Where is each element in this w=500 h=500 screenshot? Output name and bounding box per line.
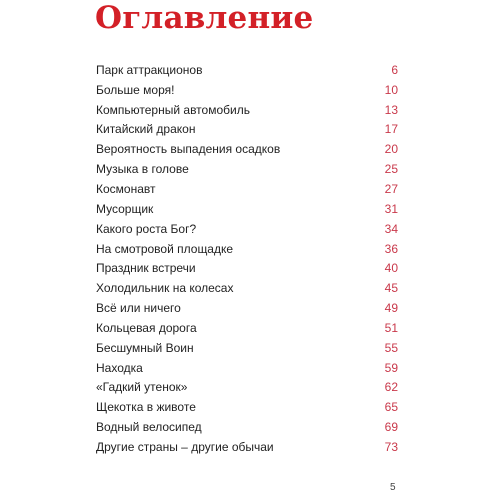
toc-entry-page: 40 [384,261,398,276]
toc-entry-page: 65 [384,400,398,415]
toc-entry-page: 6 [391,62,398,77]
toc-entry [96,219,398,239]
toc-entry [96,318,398,338]
toc-entry [96,338,398,358]
toc-entry [96,199,398,219]
page-title: Оглавление [95,0,314,36]
toc-entry [96,139,398,159]
toc-entry-page: 59 [384,360,398,375]
toc-entry-page: 20 [384,142,398,157]
toc-entry [96,80,398,100]
toc-entry-title: Китайский дракон [96,122,196,137]
toc-entry-page: 13 [384,102,398,117]
toc-entry-title: Бесшумный Воин [96,340,194,355]
toc-entry-page: 62 [384,380,398,395]
toc-entry-title: Другие страны – другие обычаи [96,439,274,454]
toc-entry-title: Какого роста Бог? [96,221,197,236]
toc-entry-page: 69 [384,420,398,435]
toc-entry [96,239,398,259]
toc-entry-title: Всё или ничего [96,301,181,316]
toc-entry-title: Кольцевая дорога [96,320,197,335]
toc-entry-page: 55 [384,340,398,355]
toc-entry-page: 10 [384,82,398,97]
toc-entry-title: Космонавт [96,181,156,196]
toc-entry [96,60,398,80]
toc-entry [96,378,398,398]
toc-entry-title: Находка [96,360,143,375]
toc-entry-page: 36 [384,241,398,256]
toc-entry-title: Холодильник на колесах [96,281,234,296]
toc-entry [96,120,398,140]
toc-entry-title: Больше моря! [96,82,175,97]
toc-entry-page: 27 [384,181,398,196]
page-number: 5 [390,482,396,493]
toc-entry-title: Музыка в голове [96,162,189,177]
toc-entry-title: «Гадкий утенок» [96,380,188,395]
toc-entry-title: Водный велосипед [96,420,202,435]
toc-entry-title: На смотровой площадке [96,241,234,256]
toc-entry-title: Праздник встречи [96,261,196,276]
toc-entry-title: Щекотка в животе [96,400,196,415]
toc-entry [96,437,398,457]
toc-entry-page: 45 [384,281,398,296]
toc-entry [96,159,398,179]
toc-entry [96,417,398,437]
toc-entry-page: 34 [384,221,398,236]
toc-entry-title: Компьютерный автомобиль [96,102,250,117]
toc-entry-page: 51 [384,320,398,335]
toc-entry-page: 31 [384,201,398,216]
toc-entry-page: 17 [384,122,398,137]
toc-entry-title: Вероятность выпадения осадков [96,142,281,157]
toc-entry [96,397,398,417]
toc-entry [96,100,398,120]
toc-entry-page: 73 [384,439,398,454]
toc-entry-page: 25 [384,162,398,177]
toc-entry-page: 49 [384,301,398,316]
toc-entry [96,179,398,199]
toc-entry-title: Парк аттракционов [96,62,203,77]
toc-entry [96,298,398,318]
toc-entry [96,258,398,278]
table-of-contents [96,60,398,457]
toc-entry [96,278,398,298]
toc-entry [96,358,398,378]
toc-entry-title: Мусорщик [96,201,154,216]
